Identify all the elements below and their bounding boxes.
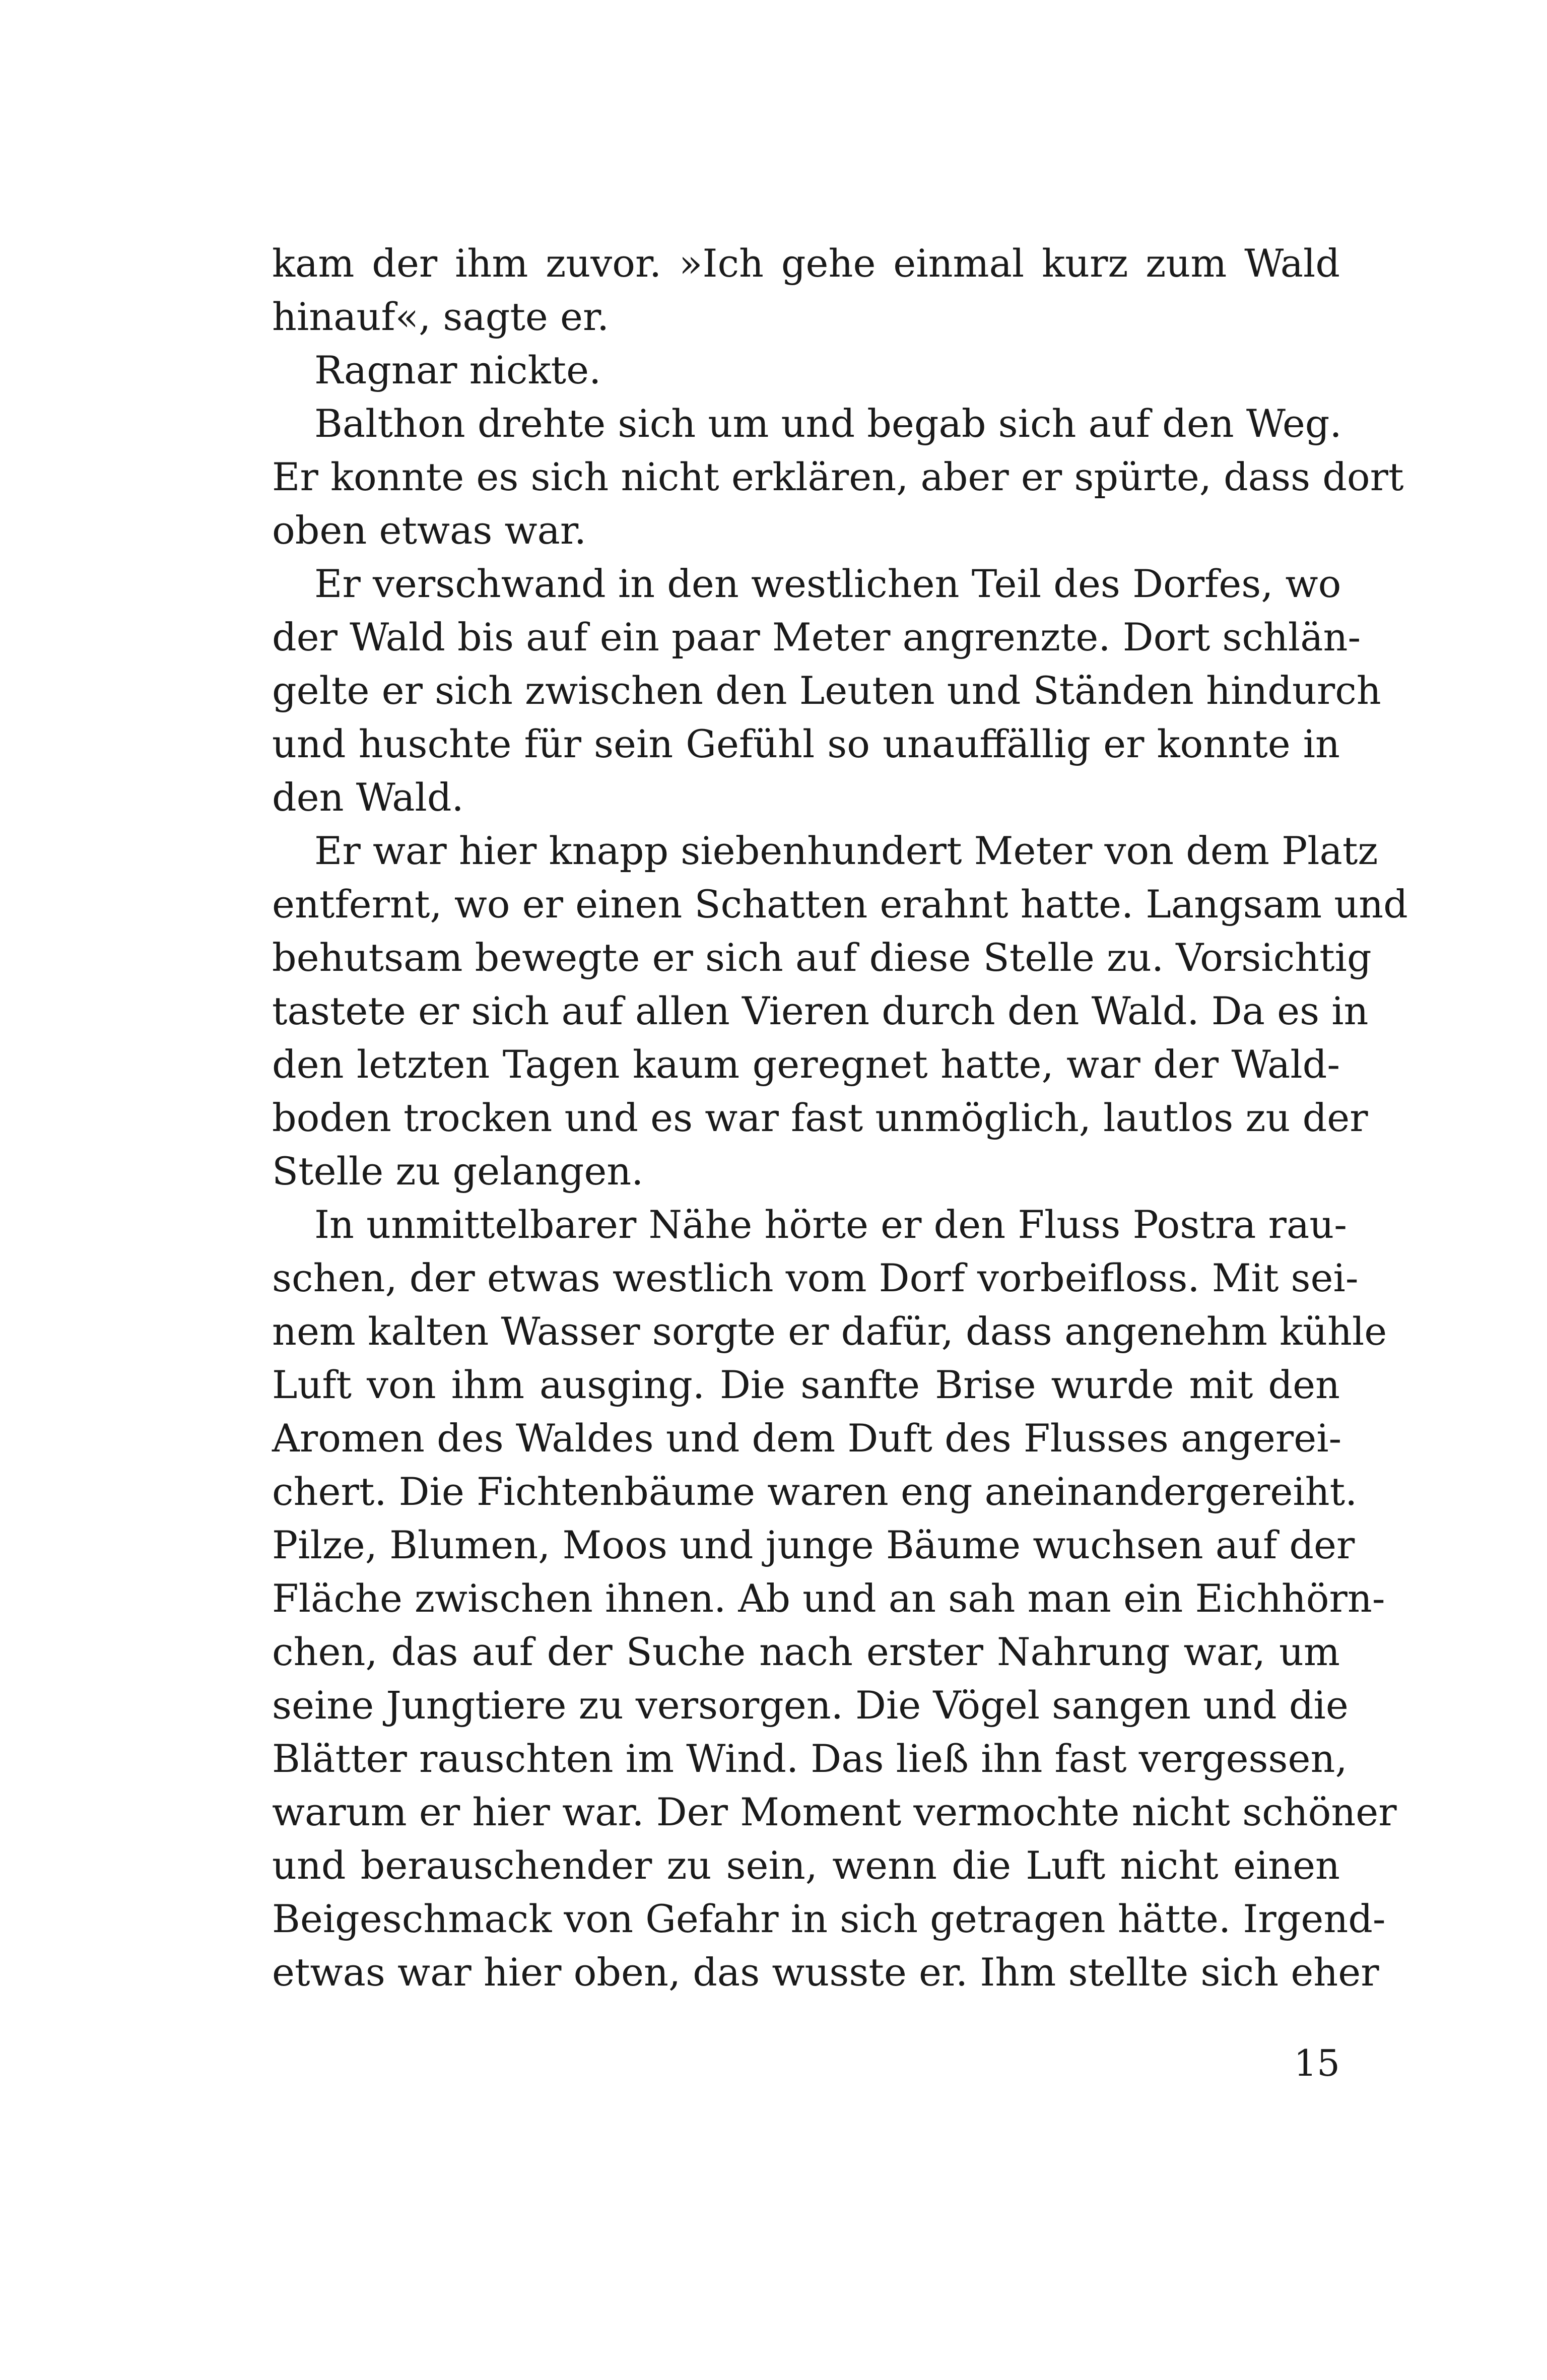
text-line: Ragnar nickte.: [314, 348, 601, 392]
text-line: behutsam bewegte er sich auf diese Stelle zu. Vorsichtig: [272, 935, 1372, 980]
text-line: Er konnte es sich nicht erklären, aber er spürte, dass dort: [272, 454, 1404, 499]
paragraph: [272, 397, 1404, 557]
paragraph: [272, 557, 1381, 824]
text-line: seine Jungtiere zu versorgen. Die Vögel sangen und die: [272, 1683, 1349, 1728]
text-line: chert. Die Fichtenbäume waren eng aneinandergereiht.: [272, 1469, 1358, 1514]
paragraph: [272, 344, 1340, 397]
text-line: Luft von ihm ausging. Die sanfte Brise wurde mit den: [272, 1362, 1340, 1407]
text-line: Stelle zu gelangen.: [272, 1149, 644, 1194]
text-line: hinauf«, sagte er.: [272, 294, 610, 339]
paragraph: [272, 824, 1408, 1198]
text-line: gelte er sich zwischen den Leuten und Ständen hindurch: [272, 668, 1381, 713]
text-line: oben etwas war.: [272, 508, 587, 553]
text-line: warum er hier war. Der Moment vermochte nicht schöner: [272, 1790, 1397, 1834]
paragraph: [272, 1198, 1397, 1999]
text-line: der Wald bis auf ein paar Meter angrenzte. Dort schlän-: [272, 615, 1361, 659]
paragraph: [272, 237, 1340, 344]
text-line: Blätter rauschten im Wind. Das ließ ihn fast vergessen,: [272, 1736, 1348, 1781]
text-line: Aromen des Waldes und dem Duft des Flusses angerei-: [272, 1416, 1342, 1461]
text-line: den Wald.: [272, 775, 464, 820]
text-line: nem kalten Wasser sorgte er dafür, dass angenehm kühle: [272, 1309, 1387, 1354]
page-number: 15: [1294, 2042, 1340, 2084]
text-line: kam der ihm zuvor. »Ich gehe einmal kurz zum Wald: [272, 241, 1340, 286]
text-line: entfernt, wo er einen Schatten erahnt hatte. Langsam und: [272, 882, 1408, 927]
text-line: tastete er sich auf allen Vieren durch den Wald. Da es in: [272, 988, 1369, 1033]
text-line: und huschte für sein Gefühl so unauffällig er konnte in: [272, 721, 1340, 766]
text-line: etwas war hier oben, das wusste er. Ihm stellte sich eher: [272, 1950, 1379, 1995]
text-line: In unmittelbarer Nähe hörte er den Fluss Postra rau-: [314, 1202, 1347, 1247]
text-line: boden trocken und es war fast unmöglich, lautlos zu der: [272, 1095, 1368, 1140]
text-line: Pilze, Blumen, Moos und junge Bäume wuchsen auf der: [272, 1523, 1355, 1567]
text-line: chen, das auf der Suche nach erster Nahrung war, um: [272, 1629, 1340, 1674]
text-line: und berauschender zu sein, wenn die Luft nicht einen: [272, 1843, 1340, 1888]
body-text: [272, 237, 1408, 1999]
text-line: Beigeschmack von Gefahr in sich getragen hätte. Irgend-: [272, 1896, 1386, 1941]
text-line: schen, der etwas westlich vom Dorf vorbeifloss. Mit sei-: [272, 1255, 1359, 1300]
text-line: Er war hier knapp siebenhundert Meter von dem Platz: [314, 828, 1378, 873]
text-line: Fläche zwischen ihnen. Ab und an sah man ein Eichhörn-: [272, 1576, 1385, 1621]
text-line: Balthon drehte sich um und begab sich auf den Weg.: [314, 401, 1342, 446]
text-line: den letzten Tagen kaum geregnet hatte, war der Wald-: [272, 1042, 1340, 1087]
text-line: Er verschwand in den westlichen Teil des Dorfes, wo: [314, 561, 1341, 606]
